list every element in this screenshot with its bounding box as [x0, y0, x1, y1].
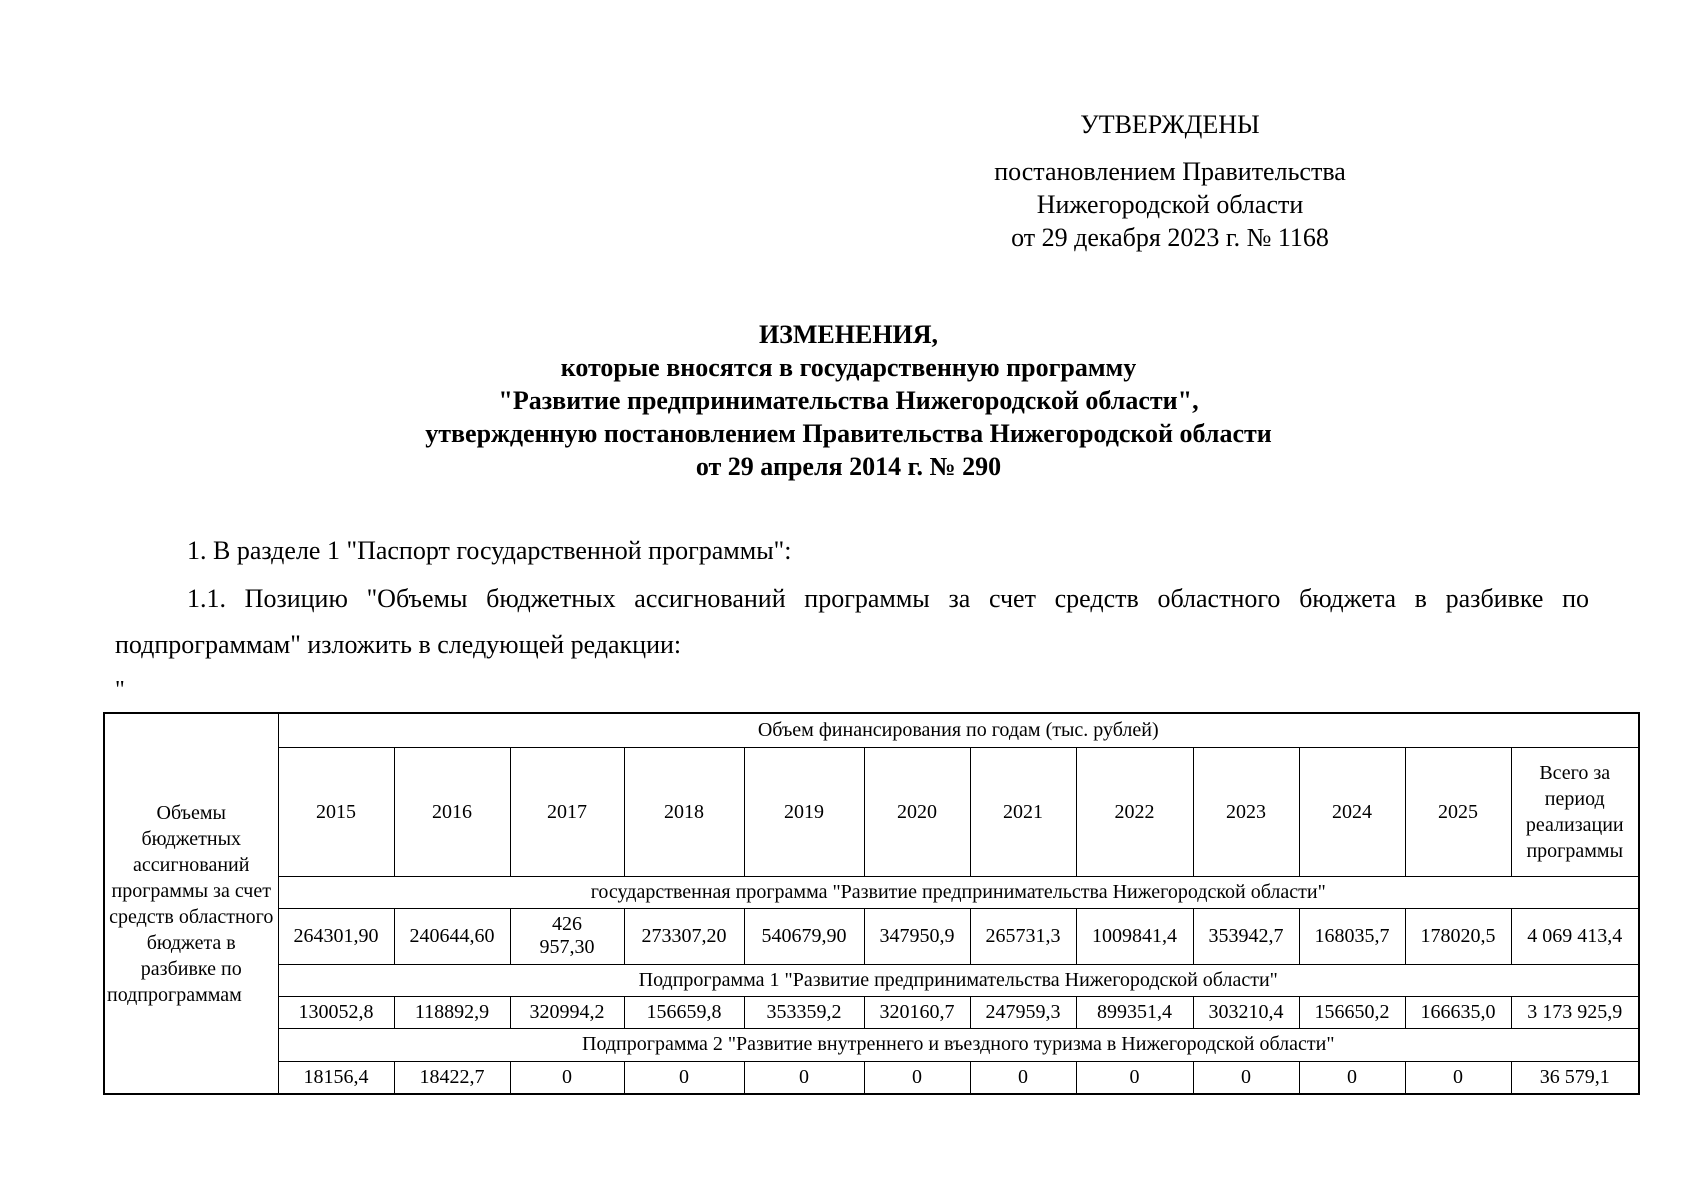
value-cell: 353942,7 — [1193, 909, 1299, 964]
value-cell: 240644,60 — [394, 909, 510, 964]
year-header: 2024 — [1299, 748, 1405, 876]
title-line: утвержденную постановлением Правительства Нижегородской области — [425, 419, 1272, 448]
title-line: ИЗМЕНЕНИЯ, — [758, 320, 939, 349]
value-cell: 0 — [1076, 1061, 1193, 1094]
approved-heading: УТВЕРЖДЕНЫ — [1080, 110, 1260, 139]
value-cell: 166635,0 — [1405, 996, 1511, 1028]
year-header: 2022 — [1076, 748, 1193, 876]
value-cell: 0 — [970, 1061, 1076, 1094]
value-cell: 118892,9 — [394, 996, 510, 1028]
financing-table — [103, 712, 1640, 1095]
value-cell: 0 — [624, 1061, 744, 1094]
value-cell: 426 957,30 — [510, 909, 624, 964]
year-header: 2019 — [744, 748, 864, 876]
value-cell: 0 — [510, 1061, 624, 1094]
total-header: Всего за период реализации программы — [1511, 748, 1639, 876]
year-header: 2017 — [510, 748, 624, 876]
quote-mark: " — [115, 677, 125, 703]
total-cell: 3 173 925,9 — [1511, 996, 1639, 1028]
value-cell: 0 — [864, 1061, 970, 1094]
section-title: Подпрограмма 2 "Развитие внутреннего и въездного туризма в Нижегородской области" — [278, 1029, 1639, 1061]
title-line: "Развитие предпринимательства Нижегородской области", — [498, 386, 1199, 415]
year-header: 2018 — [624, 748, 744, 876]
value-cell: 265731,3 — [970, 909, 1076, 964]
value-cell: 247959,3 — [970, 996, 1076, 1028]
value-cell: 18156,4 — [278, 1061, 394, 1094]
value-cell: 156650,2 — [1299, 996, 1405, 1028]
value-cell: 320160,7 — [864, 996, 970, 1028]
total-cell: 4 069 413,4 — [1511, 909, 1639, 964]
value-cell: 0 — [1405, 1061, 1511, 1094]
value-cell: 130052,8 — [278, 996, 394, 1028]
approval-line: Нижегородской области — [1036, 190, 1304, 219]
document-title — [0, 318, 1697, 483]
value-cell: 178020,5 — [1405, 909, 1511, 964]
value-cell: 273307,20 — [624, 909, 744, 964]
value-cell: 899351,4 — [1076, 996, 1193, 1028]
value-cell: 1009841,4 — [1076, 909, 1193, 964]
total-cell: 36 579,1 — [1511, 1061, 1639, 1094]
value-cell: 347950,9 — [864, 909, 970, 964]
value-cell: 303210,4 — [1193, 996, 1299, 1028]
year-header: 2015 — [278, 748, 394, 876]
title-line: которые вносятся в государственную программу — [560, 353, 1137, 382]
year-header: 2021 — [970, 748, 1076, 876]
row-label-cell: Объемы бюджетных ассигнований программы за счет средств областного бюджета в разбивке по подпрограммам — [104, 713, 278, 1094]
table-header: Объем финансирования по годам (тыс. рублей) — [278, 713, 1639, 748]
value-cell: 0 — [1193, 1061, 1299, 1094]
value-cell: 540679,90 — [744, 909, 864, 964]
year-header: 2023 — [1193, 748, 1299, 876]
year-header: 2016 — [394, 748, 510, 876]
approval-block — [940, 108, 1400, 254]
value-cell: 264301,90 — [278, 909, 394, 964]
value-cell: 168035,7 — [1299, 909, 1405, 964]
year-header: 2025 — [1405, 748, 1511, 876]
value-cell: 0 — [1299, 1061, 1405, 1094]
value-cell: 0 — [744, 1061, 864, 1094]
section-title: государственная программа "Развитие предпринимательства Нижегородской области" — [278, 876, 1639, 908]
section-title: Подпрограмма 1 "Развитие предпринимательства Нижегородской области" — [278, 964, 1639, 996]
title-line: от 29 апреля 2014 г. № 290 — [695, 452, 1002, 481]
approval-line: постановлением Правительства — [994, 157, 1346, 186]
year-header: 2020 — [864, 748, 970, 876]
paragraph-1: 1. В разделе 1 "Паспорт государственной программы": — [187, 536, 792, 565]
value-cell: 156659,8 — [624, 996, 744, 1028]
paragraph-1-1: 1.1. Позицию "Объемы бюджетных ассигнований программы за счет средств областного бюджета в разбивке по подпрограммам" изложить в следующей редакции: — [115, 584, 1589, 659]
approval-date: от 29 декабря 2023 г. № 1168 — [1011, 223, 1329, 252]
value-cell: 320994,2 — [510, 996, 624, 1028]
value-cell: 18422,7 — [394, 1061, 510, 1094]
value-cell: 353359,2 — [744, 996, 864, 1028]
